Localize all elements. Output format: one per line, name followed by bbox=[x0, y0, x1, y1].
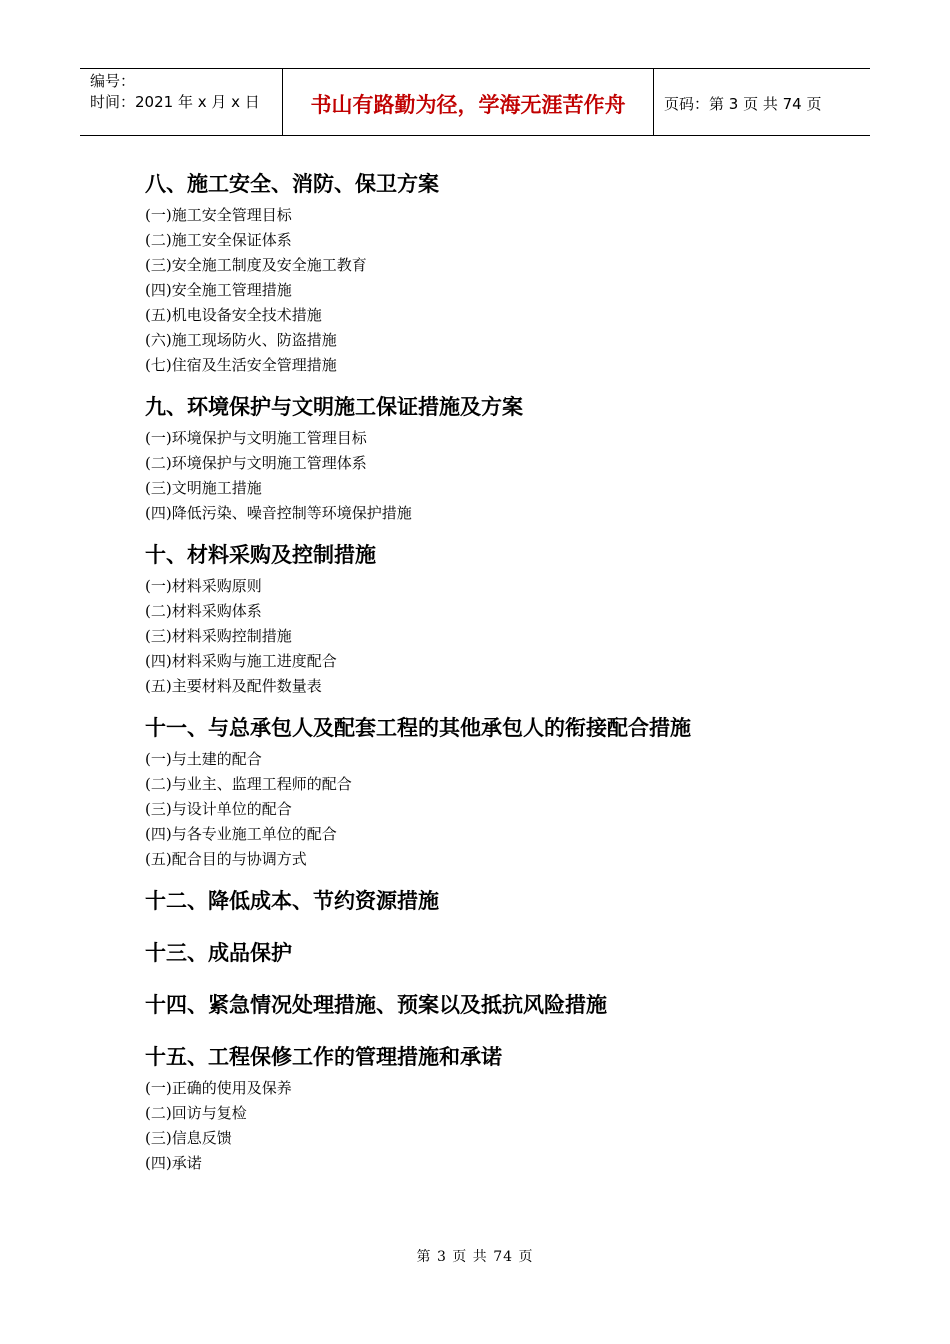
toc-item: (二)环境保护与文明施工管理体系 bbox=[145, 454, 367, 472]
toc-item: (四)降低污染、噪音控制等环境保护措施 bbox=[145, 504, 412, 522]
toc-item: (一)材料采购原则 bbox=[145, 577, 262, 595]
section-spacer bbox=[145, 526, 865, 538]
toc-item: (三)安全施工制度及安全施工教育 bbox=[145, 256, 367, 274]
toc-item: (一)环境保护与文明施工管理目标 bbox=[145, 429, 367, 447]
toc-item: (三)文明施工措施 bbox=[145, 479, 262, 497]
toc-item: (四)承诺 bbox=[145, 1154, 202, 1172]
section-heading: 十一、与总承包人及配套工程的其他承包人的衔接配合措施 bbox=[145, 715, 691, 740]
header-page-info: 页码：第 3 页 共 74 页 bbox=[664, 94, 822, 113]
toc-item: (四)安全施工管理措施 bbox=[145, 281, 292, 299]
toc-section bbox=[145, 988, 865, 1040]
document-header bbox=[80, 68, 870, 136]
table-of-contents bbox=[145, 167, 865, 1188]
toc-item: (四)与各专业施工单位的配合 bbox=[145, 825, 337, 843]
header-meta bbox=[80, 69, 282, 135]
toc-item: (二)材料采购体系 bbox=[145, 602, 262, 620]
section-spacer bbox=[145, 972, 865, 988]
toc-item: (二)施工安全保证体系 bbox=[145, 231, 292, 249]
section-spacer bbox=[145, 1176, 865, 1188]
page-footer: 第 3 页 共 74 页 bbox=[416, 1249, 534, 1265]
toc-item: (一)与土建的配合 bbox=[145, 750, 262, 768]
toc-item: (五)机电设备安全技术措施 bbox=[145, 306, 322, 324]
section-heading: 十五、工程保修工作的管理措施和承诺 bbox=[145, 1044, 502, 1069]
toc-item: (五)配合目的与协调方式 bbox=[145, 850, 307, 868]
section-spacer bbox=[145, 699, 865, 711]
toc-section bbox=[145, 538, 865, 711]
toc-section bbox=[145, 390, 865, 538]
section-spacer bbox=[145, 1024, 865, 1040]
toc-item: (三)信息反馈 bbox=[145, 1129, 232, 1147]
section-heading: 九、环境保护与文明施工保证措施及方案 bbox=[145, 394, 523, 419]
toc-item: (五)主要材料及配件数量表 bbox=[145, 677, 322, 695]
toc-section bbox=[145, 1040, 865, 1188]
section-spacer bbox=[145, 872, 865, 884]
toc-item: (四)材料采购与施工进度配合 bbox=[145, 652, 337, 670]
section-spacer bbox=[145, 920, 865, 936]
toc-item: (一)施工安全管理目标 bbox=[145, 206, 292, 224]
section-heading: 十二、降低成本、节约资源措施 bbox=[145, 888, 439, 913]
toc-item: (二)回访与复检 bbox=[145, 1104, 247, 1122]
section-heading: 十四、紧急情况处理措施、预案以及抵抗风险措施 bbox=[145, 992, 607, 1017]
toc-item: (三)与设计单位的配合 bbox=[145, 800, 292, 818]
toc-section bbox=[145, 711, 865, 884]
section-spacer bbox=[145, 378, 865, 390]
section-heading: 十三、成品保护 bbox=[145, 940, 292, 965]
toc-item: (七)住宿及生活安全管理措施 bbox=[145, 356, 337, 374]
time-label: 时间：2021 年 x 月 x 日 bbox=[90, 93, 260, 111]
toc-item: (一)正确的使用及保养 bbox=[145, 1079, 292, 1097]
toc-section bbox=[145, 884, 865, 936]
section-heading: 八、施工安全、消防、保卫方案 bbox=[145, 171, 439, 196]
toc-section bbox=[145, 167, 865, 390]
section-heading: 十、材料采购及控制措施 bbox=[145, 542, 376, 567]
toc-item: (三)材料采购控制措施 bbox=[145, 627, 292, 645]
header-motto: 书山有路勤为径，学海无涯苦作舟 bbox=[282, 69, 654, 135]
toc-item: (二)与业主、监理工程师的配合 bbox=[145, 775, 352, 793]
number-label: 编号： bbox=[90, 72, 136, 90]
toc-item: (六)施工现场防火、防盗措施 bbox=[145, 331, 337, 349]
toc-section bbox=[145, 936, 865, 988]
